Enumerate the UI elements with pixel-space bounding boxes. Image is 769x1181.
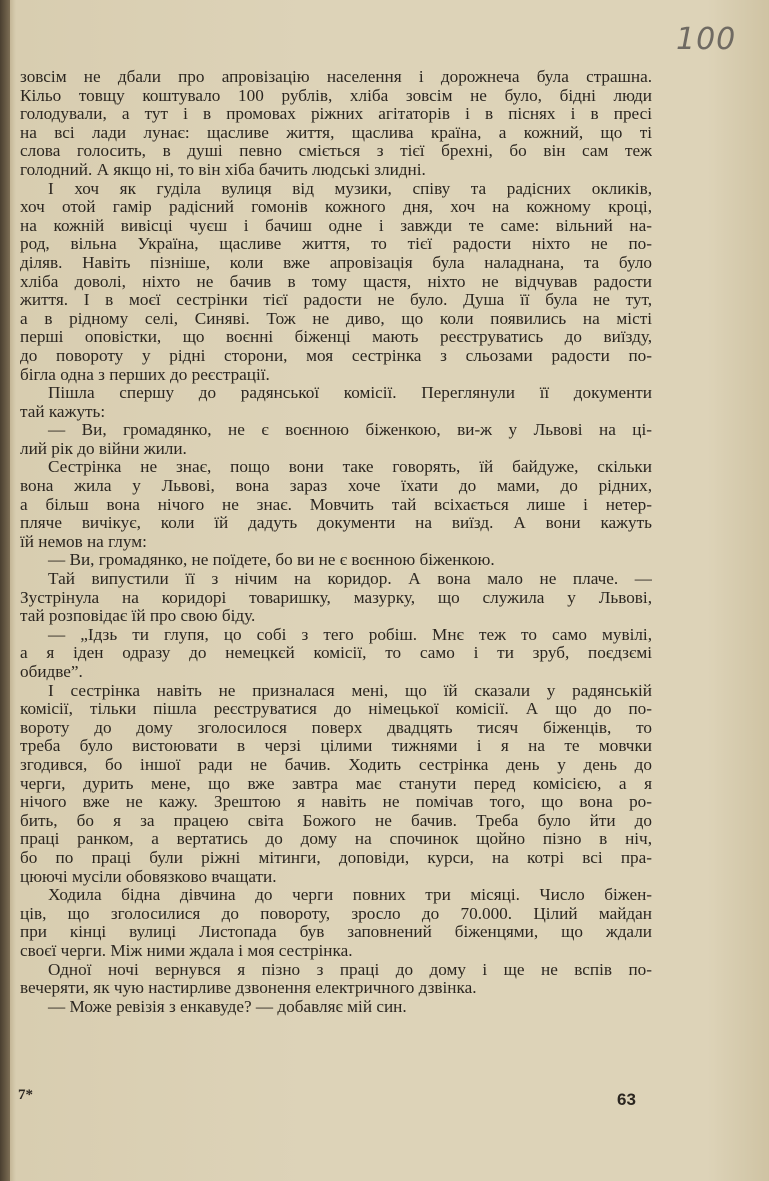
text-line: ців, що зголосилися до повороту, зросло до 70.000. Цілий майдан xyxy=(20,904,652,923)
text-line: зовсім не дбали про апровізацію населення і дорожнеча була страшна. xyxy=(20,68,652,86)
text-line: обидве”. xyxy=(20,663,83,681)
page-number: 63 xyxy=(617,1090,636,1109)
text-line: при кінці вулиці Листопада був заповнений біженцями, що ждали xyxy=(20,923,652,942)
text-line: І сестрінка навіть не призналася мені, що їй сказали у радянській xyxy=(48,681,652,700)
text-line: своєї черги. Між ними ждала і моя сестрінка. xyxy=(20,941,353,960)
text-line: треба було вистоювати в черзі цілими тижнями і я на те мовчки xyxy=(20,737,652,756)
text-line: комісії, тільки пішла реєструватися до німецької комісії. А що до по- xyxy=(20,700,652,719)
text-line: лий рік до війни жили. xyxy=(20,439,187,458)
text-line: хліба доволі, ніхто не бачив в тому щастя, ніхто не відчував радости xyxy=(20,272,652,291)
text-line: а в рідному селі, Синяві. Тож не диво, що коли появились на місті xyxy=(20,309,652,328)
text-line: Сестрінка не знає, пощо вони таке говорять, їй байдуже, скільки xyxy=(48,458,652,477)
text-line: бить, бо я за працею світа Божого не бачив. Треба було йти до xyxy=(20,811,652,830)
handwritten-page-annotation: 100 xyxy=(676,22,737,57)
text-line: тай розповідає їй про свою біду. xyxy=(20,607,256,626)
text-line: згодився, бо іншої ради не бачив. Ходить сестрінка день у день до xyxy=(20,755,652,774)
text-line: бігла одна з перших до реєстрації. xyxy=(20,365,270,384)
text-line: хоч отой гамір радісний гомонів кожного дня, хоч на кожному кроці, xyxy=(20,198,652,217)
text-line: Пішла спершу до радянської комісії. Переглянули її документи xyxy=(48,384,652,403)
text-line: праці ранком, а вертатись до дому на спочинок щойно пізно в ніч, xyxy=(20,830,652,849)
text-line: вечеряти, як чую настирливе дзвонення електричного дзвінка. xyxy=(20,979,477,998)
text-line: черги, дурить мене, що вже завтра має станути перед комісією, а я xyxy=(20,774,652,793)
text-line: — „Ідзь ти глупя, цо собі з тего робіш. Мнє теж то само мувілі, xyxy=(48,625,652,644)
text-line: — Ви, громадянко, не поїдете, бо ви не є воєнною біженкою. xyxy=(48,551,495,570)
text-line: слова голосить, в душі певно сміється з тієї брехні, бо він сам теж xyxy=(20,142,652,161)
text-line: діляв. Навіть пізніше, коли вже апровізація була наладнана, та було xyxy=(20,253,652,272)
text-line: Ходила бідна дівчина до черги повних три місяці. Число біжен- xyxy=(48,886,652,905)
text-line: на кожній вивісці чуєш і бачиш одне і завжди те саме: вільний на- xyxy=(20,216,652,235)
text-line: — Може ревізія з енкавуде? — добавляє мій син. xyxy=(48,997,407,1016)
text-line: Тай випустили її з нічим на коридор. А вона мало не плаче. — xyxy=(48,570,652,589)
text-line: пляче вичікує, коли їй дадуть документи на виїзд. А вони кажуть xyxy=(20,514,652,533)
text-line: на всі лади лунає: щасливе життя, щаслива країна, а кожний, що ті xyxy=(20,123,652,142)
text-line: Одної ночі вернувся я пізно з праці до дому і ще не вспів по- xyxy=(48,960,652,979)
text-line: перші оповістки, що воєнні біженці мають реєструватись до виїзду, xyxy=(20,328,652,347)
text-line: голодували, а тут і в промовах ріжних агітаторів і в піснях і в пресі xyxy=(20,105,652,124)
text-line: їй немов на глум: xyxy=(20,532,147,551)
text-line: бо по праці були ріжні мітинги, доповіди, курси, на котрі всі пра- xyxy=(20,848,652,867)
text-line: І хоч як гуділа вулиця від музики, співу та радісних окликів, xyxy=(48,179,652,198)
text-line: Зустрінула на коридорі товаришку, мазурку, що служила у Львові, xyxy=(20,588,652,607)
text-line: до повороту у рідні сторони, моя сестрінка з сльозами радости по- xyxy=(20,346,652,365)
text-line: цюючі мусіли обовязково вчащати. xyxy=(20,867,277,886)
text-line: вона жила у Львові, вона зараз хоче їхати до мами, до рідних, xyxy=(20,477,652,496)
text-line: тай кажуть: xyxy=(20,402,106,421)
text-line: — Ви, громадянко, не є воєнною біженкою, ви-ж у Львові на ці- xyxy=(48,421,652,440)
book-spine-shadow xyxy=(0,0,10,1181)
text-line: Кільо товщу коштувало 100 рублів, хліба зовсім не було, бідні люди xyxy=(20,86,652,105)
text-line: вороту до дому зголосилося поверх двадцять тисяч біженців, то xyxy=(20,718,652,737)
text-line: життя. І в моєї сестрінки тієї радости не було. Душа її була не тут, xyxy=(20,291,652,310)
text-line: голодний. А якщо ні, то він хіба бачить людські злидні. xyxy=(20,160,426,179)
text-line: а більш вона нічого не знає. Мовчить тай всіхається лише і нетер- xyxy=(20,495,652,514)
body-text xyxy=(20,68,652,1016)
text-line: а я іден одразу до немецкєй комісії, то само і ти зруб, поєдзємі xyxy=(20,644,652,663)
printer-signature-mark: 7* xyxy=(18,1087,33,1103)
text-line: нічого вже не кажу. Зрештою я навіть не помічав того, що вона ро- xyxy=(20,793,652,812)
text-line: род, вільна Україна, щасливе життя, то тієї радости ніхто не по- xyxy=(20,235,652,254)
